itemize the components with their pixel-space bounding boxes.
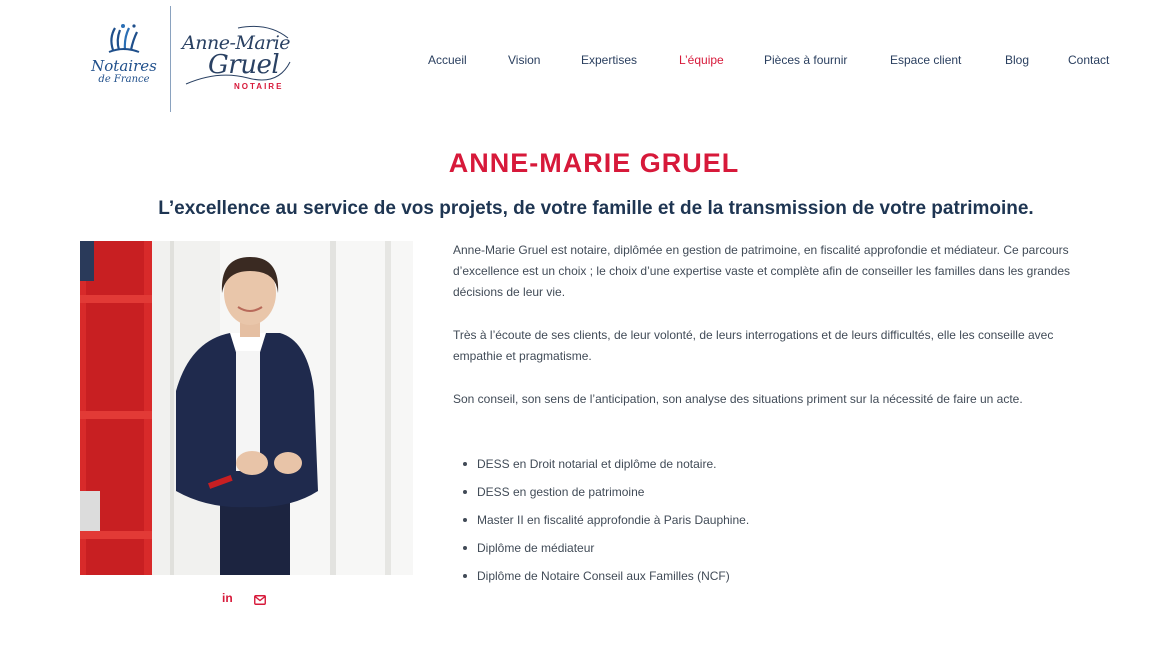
nav-pieces-a-fournir[interactable]: Pièces à fournir [764, 53, 848, 67]
notaires-emblem-icon [103, 20, 145, 56]
nf-logo-subtitle: de France [98, 74, 150, 85]
nav-expertises[interactable]: Expertises [581, 53, 638, 67]
amg-logo-last-name: Gruel [208, 50, 280, 80]
nf-logo-title: Notaires [91, 57, 157, 75]
main-navigation [0, 52, 1164, 68]
qualifications-list [463, 450, 1103, 590]
qualification-item: DESS en gestion de patrimoine [463, 478, 1103, 506]
nav-equipe[interactable]: L’équipe [679, 53, 724, 67]
qualification-item: Master II en fiscalité approfondie à Paris Dauphine. [463, 506, 1103, 534]
nav-contact[interactable]: Contact [1068, 53, 1110, 67]
page-subtitle: L’excellence au service de vos projets, de votre famille et de la transmission de votre patrimoine. [158, 198, 1034, 219]
qualification-item: DESS en Droit notarial et diplôme de notaire. [463, 450, 1103, 478]
nav-vision[interactable]: Vision [508, 53, 541, 67]
nav-blog[interactable]: Blog [1005, 53, 1030, 67]
bio-paragraph: Son conseil, son sens de l’anticipation, son analyse des situations priment sur la nécessité de faire un acte. [453, 392, 1023, 406]
amg-logo-first-name: Anne-Marie [182, 32, 291, 54]
mail-icon[interactable] [254, 592, 266, 610]
bio-paragraph: Très à l’écoute de ses clients, de leur volonté, de leurs interrogations et de leurs difficultés, elle les conseille avec empathie et pragmatisme. [453, 328, 1054, 363]
portrait-photo [80, 241, 413, 575]
site-header [0, 0, 1164, 120]
qualification-item: Diplôme de Notaire Conseil aux Familles (NCF) [463, 562, 1103, 590]
linkedin-icon[interactable]: in [222, 591, 233, 605]
amg-logo-role: NOTAIRE [234, 82, 284, 91]
nav-espace-client[interactable]: Espace client [890, 53, 962, 67]
bio-paragraph: Anne-Marie Gruel est notaire, diplômée en gestion de patrimoine, en fiscalité approfondie et médiateur. Ce parcours d’excellence est un choix ; le choix d’une expertise vaste et complète afin de conseiller les familles dans les grandes décisions de leur vie. [453, 243, 1071, 299]
bio-section [453, 240, 1103, 410]
nav-accueil[interactable]: Accueil [428, 53, 467, 67]
qualification-item: Diplôme de médiateur [463, 534, 1103, 562]
page-title: ANNE-MARIE GRUEL [448, 148, 740, 178]
